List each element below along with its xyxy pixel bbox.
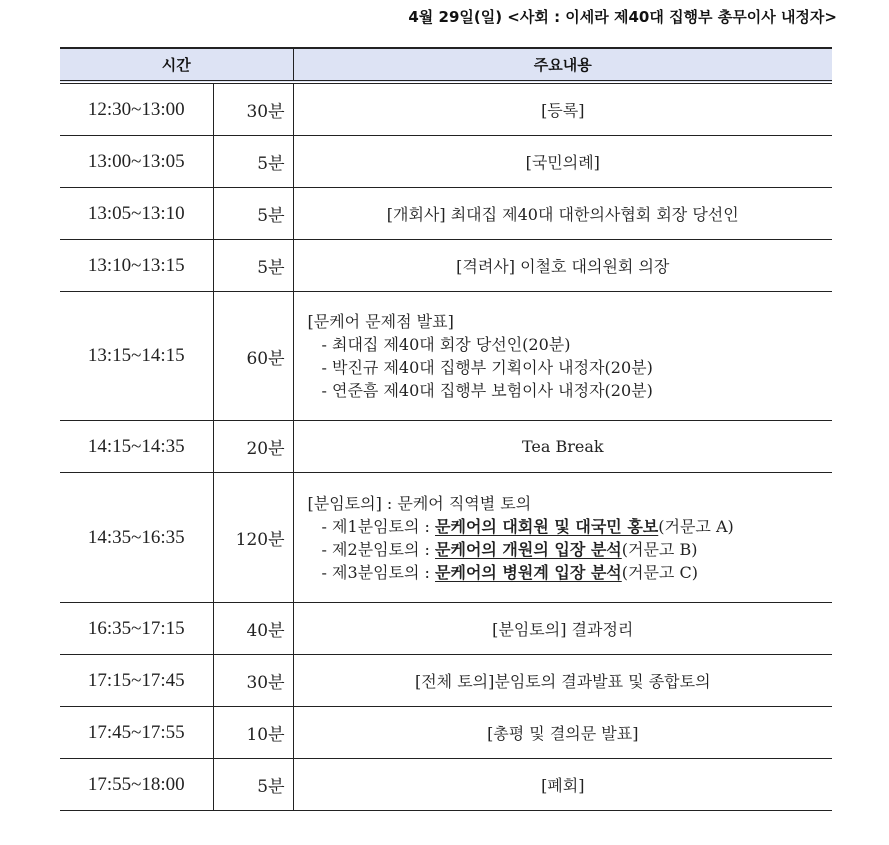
content-cell: [개회사] 최대집 제40대 대한의사협회 회장 당선인	[293, 188, 832, 240]
duration-cell: 5분	[213, 188, 293, 240]
time-cell: 17:55~18:00	[60, 759, 213, 811]
content-cell: [총평 및 결의문 발표]	[293, 707, 832, 759]
duration-cell: 10분	[213, 707, 293, 759]
time-cell: 13:10~13:15	[60, 240, 213, 292]
time-cell: 13:05~13:10	[60, 188, 213, 240]
duration-cell: 30분	[213, 655, 293, 707]
time-cell: 14:35~16:35	[60, 473, 213, 603]
time-cell: 13:15~14:15	[60, 292, 213, 421]
time-cell: 13:00~13:05	[60, 136, 213, 188]
duration-cell: 120분	[213, 473, 293, 603]
duration-cell: 40분	[213, 603, 293, 655]
content-subitem	[308, 538, 833, 561]
content-cell	[293, 473, 832, 603]
table-row	[60, 82, 832, 136]
content-cell: [폐회]	[293, 759, 832, 811]
content-subitem	[308, 515, 833, 538]
table-row	[60, 421, 832, 473]
subitem-room: (거문고 B)	[621, 539, 698, 559]
duration-cell: 5분	[213, 240, 293, 292]
table-row	[60, 655, 832, 707]
time-cell: 17:15~17:45	[60, 655, 213, 707]
table-row	[60, 707, 832, 759]
duration-cell: 5분	[213, 136, 293, 188]
subitem-prefix: - 제2분임토의 :	[321, 539, 436, 559]
content-cell: [전체 토의]분임토의 결과발표 및 종합토의	[293, 655, 832, 707]
content-cell: [국민의례]	[293, 136, 832, 188]
duration-cell: 60분	[213, 292, 293, 421]
subitem-room: (거문고 C)	[621, 562, 698, 582]
duration-cell: 20분	[213, 421, 293, 473]
subitem-topic: 문케어의 대회원 및 대국민 홍보	[435, 516, 659, 536]
content-cell	[293, 292, 832, 421]
table-row	[60, 473, 832, 603]
content-heading: [문케어 문제점 발표]	[307, 312, 454, 331]
table-row	[60, 188, 832, 240]
schedule-title: 4월 29일(일) <사회 : 이세라 제40대 집행부 총무이사 내정자>	[408, 8, 837, 26]
content-heading: [분임토의] : 문케어 직역별 토의	[307, 493, 532, 513]
table-row	[60, 292, 832, 421]
time-cell: 16:35~17:15	[60, 603, 213, 655]
time-cell: 17:45~17:55	[60, 707, 213, 759]
subitem-prefix: - 제1분임토의 :	[321, 516, 436, 536]
table-row	[60, 240, 832, 292]
table-row	[60, 136, 832, 188]
column-header-time: 시간	[60, 48, 293, 82]
content-subitem: - 최대집 제40대 회장 당선인(20분)	[321, 335, 571, 354]
content-subitem: - 연준흠 제40대 집행부 보험이사 내정자(20분)	[321, 381, 653, 400]
column-header-content: 주요내용	[293, 48, 832, 82]
table-row	[60, 603, 832, 655]
content-cell: Tea Break	[293, 421, 832, 473]
subitem-topic: 문케어의 병원계 입장 분석	[435, 562, 622, 582]
subitem-prefix: - 제3분임토의 :	[321, 562, 436, 582]
time-cell: 12:30~13:00	[60, 82, 213, 136]
content-cell: [등록]	[293, 82, 832, 136]
schedule-table	[60, 47, 832, 811]
content-cell: [격려사] 이철호 대의원회 의장	[293, 240, 832, 292]
time-cell: 14:15~14:35	[60, 421, 213, 473]
subitem-room: (거문고 A)	[658, 516, 734, 536]
table-row	[60, 759, 832, 811]
content-subitem: - 박진규 제40대 집행부 기획이사 내정자(20분)	[321, 358, 653, 377]
content-subitem	[308, 561, 833, 584]
duration-cell: 30분	[213, 82, 293, 136]
table-header-row	[60, 48, 832, 82]
duration-cell: 5분	[213, 759, 293, 811]
content-cell: [분임토의] 결과정리	[293, 603, 832, 655]
subitem-topic: 문케어의 개원의 입장 분석	[435, 539, 622, 559]
